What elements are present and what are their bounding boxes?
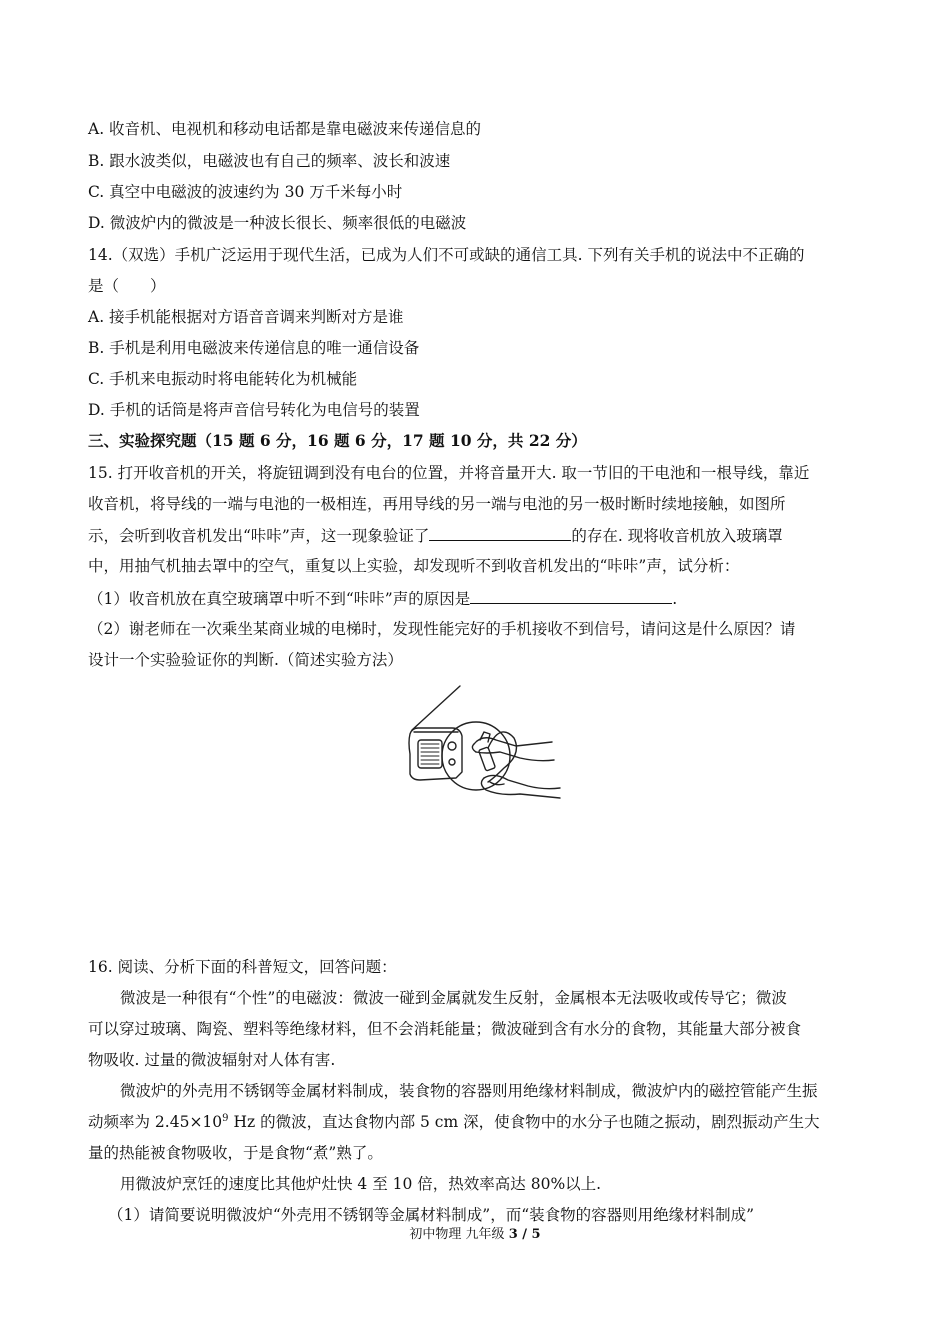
q16-p2-line1: 微波炉的外壳用不锈钢等金属材料制成，装食物的容器则用绝缘材料制成，微波炉内的磁控管能产生振 <box>120 1082 818 1100</box>
radio-experiment-figure <box>404 682 564 810</box>
q13-option-c: C. 真空中电磁波的波速约为 30 万千米每小时 <box>88 183 403 201</box>
q15-line3-pre: 示，会听到收音机发出“咔咔”声，这一现象验证了 <box>88 527 430 545</box>
q16-sub1: （1）请简要说明微波炉“外壳用不锈钢等金属材料制成”，而“装食物的容器则用绝缘材料制成” <box>108 1206 755 1224</box>
q14-option-b: B. 手机是利用电磁波来传递信息的唯一通信设备 <box>88 339 420 357</box>
section-heading: 三、实验探究题（15 题 6 分，16 题 6 分，17 题 10 分，共 22 分） <box>88 431 587 450</box>
answer-blank[interactable] <box>470 587 672 604</box>
q15-line1: 15. 打开收音机的开关，将旋钮调到没有电台的位置，并将音量开大. 取一节旧的干电池和一根导线，靠近 <box>88 464 810 482</box>
q13-option-b: B. 跟水波类似，电磁波也有自己的频率、波长和波速 <box>88 152 451 170</box>
q15-line4: 中，用抽气机抽去罩中的空气，重复以上实验，却发现听不到收音机发出的“咔咔”声，试分析： <box>88 557 740 575</box>
q16-p2-line3: 量的热能被食物吸收，于是食物“煮”熟了。 <box>88 1144 383 1162</box>
q14-option-d: D. 手机的话筒是将声音信号转化为电信号的装置 <box>88 401 420 419</box>
q15-sub1-pre: （1）收音机放在真空玻璃罩中听不到“咔咔”声的原因是 <box>88 590 471 608</box>
q16-p2-line2-pre: 动频率为 2.45×10 <box>88 1113 223 1131</box>
q15-sub2-line1: （2）谢老师在一次乘坐某商业城的电梯时，发现性能完好的手机接收不到信号，请问这是什么原因？请 <box>88 620 796 638</box>
exponent: 9 <box>222 1113 229 1124</box>
q15-line3 <box>88 524 868 547</box>
q16-p2-line2 <box>88 1111 868 1133</box>
q15-sub2-line2: 设计一个实验验证你的判断.（简述实验方法） <box>88 651 403 669</box>
q15-sub1 <box>88 587 868 610</box>
footer-grade: 九年级 <box>465 1227 505 1242</box>
answer-blank[interactable] <box>429 524 571 541</box>
q16-p1-line3: 物吸收. 过量的微波辐射对人体有害. <box>88 1051 336 1069</box>
q14-stem-line2: 是（ ） <box>88 277 166 295</box>
q16-intro: 16. 阅读、分析下面的科普短文，回答问题： <box>88 958 397 976</box>
q15-line3-post: 的存在. 现将收音机放入玻璃罩 <box>571 527 783 545</box>
q16-p3: 用微波炉烹饪的速度比其他炉灶快 4 至 10 倍，热效率高达 80%以上. <box>120 1175 602 1193</box>
q13-option-a: A. 收音机、电视机和移动电话都是靠电磁波来传递信息的 <box>88 120 482 138</box>
q16-p2-line2-post: Hz 的微波，直达食物内部 5 cm 深，使食物中的水分子也随之振动，剧烈振动产生大 <box>228 1113 820 1131</box>
footer-subject: 初中物理 <box>409 1227 462 1242</box>
footer-page-number: 3 / 5 <box>508 1227 541 1242</box>
q16-p1-line1: 微波是一种很有“个性”的电磁波：微波一碰到金属就发生反射，金属根本无法吸收或传导它；微波 <box>120 989 787 1007</box>
q15-sub1-post: . <box>672 590 678 608</box>
page-footer <box>0 1226 950 1244</box>
q16-p1-line2: 可以穿过玻璃、陶瓷、塑料等绝缘材料，但不会消耗能量；微波碰到含有水分的食物，其能量大部分被食 <box>88 1020 802 1038</box>
q14-option-c: C. 手机来电振动时将电能转化为机械能 <box>88 370 358 388</box>
q15-line2: 收音机，将导线的一端与电池的一极相连，再用导线的另一端与电池的另一极时断时续地接触，如图所 <box>88 495 786 513</box>
q14-option-a: A. 接手机能根据对方语音音调来判断对方是谁 <box>88 308 404 326</box>
q13-option-d: D. 微波炉内的微波是一种波长很长、频率很低的电磁波 <box>88 214 467 232</box>
q14-stem-line1: 14.（双选）手机广泛运用于现代生活，已成为人们不可或缺的通信工具. 下列有关手机的说法中不正确的 <box>88 246 805 264</box>
